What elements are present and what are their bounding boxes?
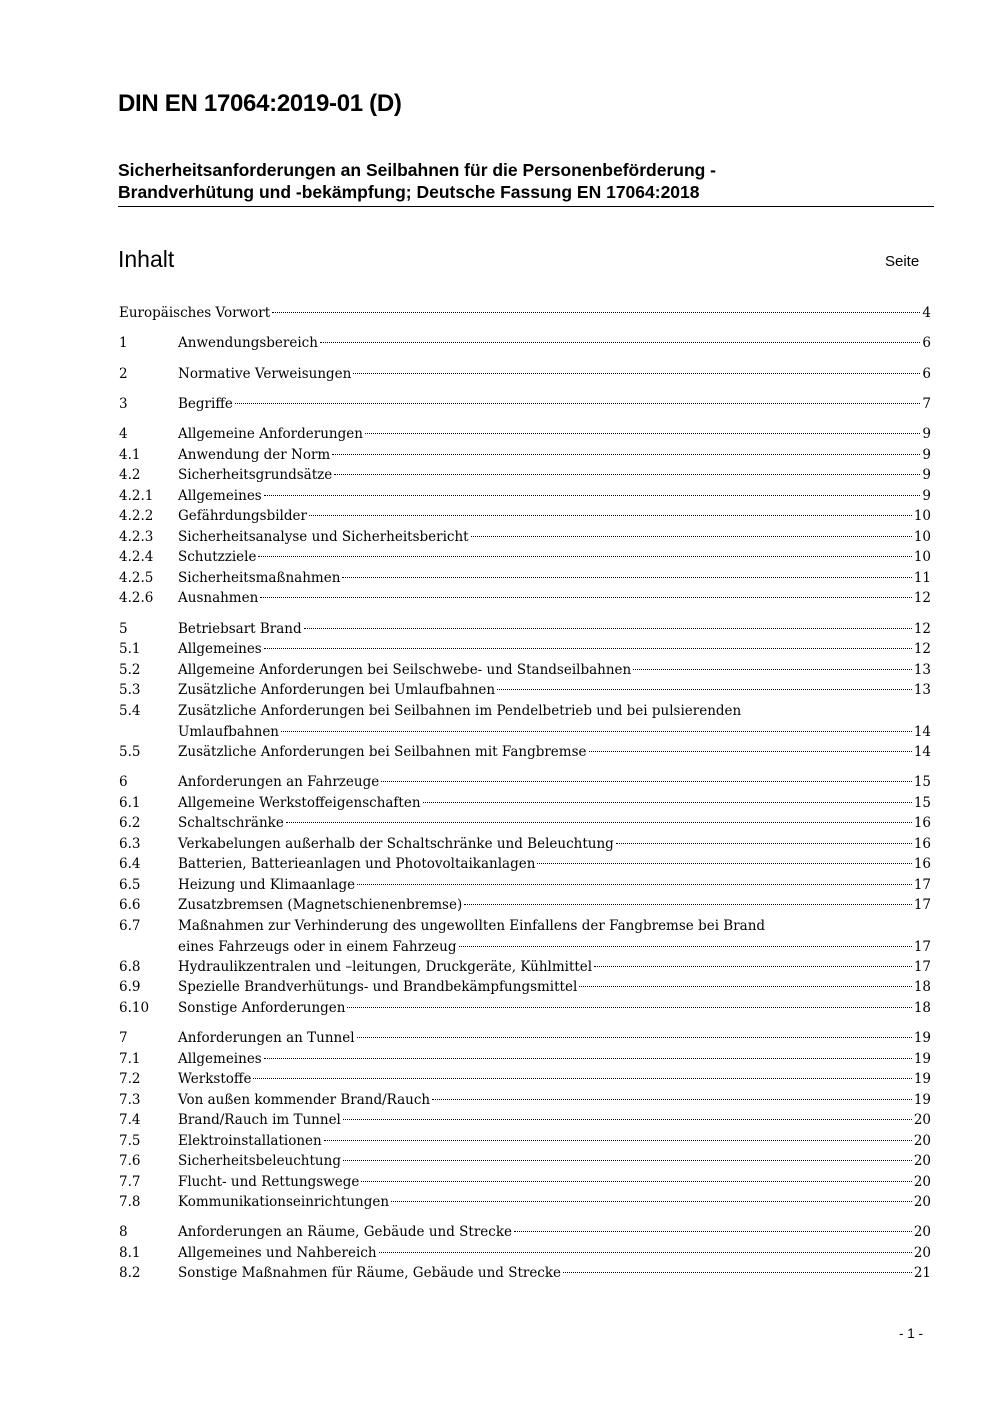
toc-entry[interactable] <box>119 916 931 957</box>
toc-entry-page: 9 <box>922 426 931 442</box>
toc-entry-title: Sonstige Anforderungen <box>178 1000 346 1016</box>
toc-entry-number: 5.4 <box>119 703 141 719</box>
toc-entry-number: 7.1 <box>119 1051 141 1067</box>
toc-entry-title: Anforderungen an Tunnel <box>178 1030 355 1046</box>
toc-entry-number: 5.5 <box>119 744 141 760</box>
toc-entry-page: 21 <box>913 1265 931 1281</box>
toc-entry[interactable] <box>119 1049 931 1069</box>
dot-leader <box>264 648 912 649</box>
toc-entry[interactable] <box>119 701 931 742</box>
toc-entry-title: Allgemeines <box>178 1051 262 1067</box>
toc-entry[interactable] <box>119 772 931 792</box>
toc-entry-title: Umlaufbahnen <box>178 723 279 740</box>
toc-entry-title: Schaltschränke <box>178 815 284 831</box>
toc-entry[interactable] <box>119 547 931 567</box>
toc-entry-number: 6.10 <box>119 1000 150 1016</box>
toc-entry-number: 6.3 <box>119 836 141 852</box>
dot-leader <box>320 342 920 343</box>
toc-entry-page: 11 <box>913 570 931 586</box>
document-subtitle <box>118 159 898 203</box>
dot-leader <box>616 843 912 844</box>
header-divider <box>118 206 934 207</box>
toc-entry-number: 4 <box>119 426 128 442</box>
toc-entry-page: 18 <box>913 1000 931 1016</box>
toc-entry-title: Sicherheitsanalyse und Sicherheitsbericht <box>178 529 469 545</box>
toc-entry-page: 10 <box>913 549 931 565</box>
dot-leader <box>264 495 921 496</box>
toc-entry[interactable] <box>119 303 931 323</box>
toc-entry-page: 19 <box>913 1030 931 1046</box>
toc-entry-title: Verkabelungen außerhalb der Schaltschränke und Beleuchtung <box>178 836 614 852</box>
toc-entry[interactable] <box>119 639 931 659</box>
dot-leader <box>334 474 920 475</box>
toc-entry-title: Betriebsart Brand <box>178 621 302 637</box>
dot-leader <box>343 1119 912 1120</box>
dot-leader <box>286 822 912 823</box>
toc-entry[interactable] <box>119 364 931 384</box>
toc-entry-number: 7.8 <box>119 1194 141 1210</box>
toc-entry[interactable] <box>119 1263 931 1283</box>
toc-page-column-label: Seite <box>885 253 920 270</box>
dot-leader <box>379 1252 912 1253</box>
dot-leader <box>260 597 912 598</box>
toc-entry[interactable] <box>119 619 931 639</box>
subtitle-line: Brandverhütung und -bekämpfung; Deutsche Fassung EN 17064:2018 <box>118 182 700 202</box>
toc-entry[interactable] <box>119 1110 931 1130</box>
dot-leader <box>357 884 912 885</box>
dot-leader <box>471 536 912 537</box>
toc-entry[interactable] <box>119 680 931 700</box>
dot-leader <box>381 781 912 782</box>
dot-leader <box>432 1099 912 1100</box>
toc-entry-page: 6 <box>922 366 931 382</box>
toc-entry-title: Europäisches Vorwort <box>119 305 271 321</box>
dot-leader <box>361 1181 911 1182</box>
toc-entry[interactable] <box>119 1243 931 1263</box>
toc-entry-title: Elektroinstallationen <box>178 1133 322 1149</box>
toc-entry-page: 15 <box>913 774 931 790</box>
toc-entry[interactable] <box>119 588 931 608</box>
dot-leader <box>258 556 911 557</box>
dot-leader <box>304 628 912 629</box>
toc-entry[interactable] <box>119 506 931 526</box>
toc-entry-title-line: Zusätzliche Anforderungen bei Seilbahnen im Pendelbetrieb und bei pulsierenden <box>178 703 742 719</box>
toc-entry-page: 13 <box>913 682 931 698</box>
toc-entry-page: 9 <box>922 447 931 463</box>
toc-entry-number: 5.1 <box>119 641 141 657</box>
subtitle-line: Sicherheitsanforderungen an Seilbahnen für die Personenbeförderung - <box>118 160 717 180</box>
toc-entry-number: 4.2 <box>119 467 141 483</box>
toc-entry-number: 8 <box>119 1224 128 1240</box>
toc-entry[interactable] <box>119 1192 931 1212</box>
toc-entry-title: Sicherheitsbeleuchtung <box>178 1153 341 1169</box>
toc-entry[interactable] <box>119 568 931 588</box>
toc-entry-title: Allgemeines <box>178 488 262 504</box>
toc-entry-title: Spezielle Brandverhütungs- und Brandbekämpfungsmittel <box>178 979 578 995</box>
toc-entry-title: Heizung und Klimaanlage <box>178 877 356 893</box>
toc-entry-page: 12 <box>913 590 931 606</box>
toc-entry[interactable] <box>119 998 931 1018</box>
dot-leader <box>423 802 912 803</box>
toc-entry-page: 17 <box>913 959 931 975</box>
toc-entry[interactable] <box>119 527 931 547</box>
toc-entry-page: 9 <box>922 467 931 483</box>
toc-entry-page: 10 <box>913 529 931 545</box>
toc-entry-page: 17 <box>913 897 931 913</box>
toc-entry-title-line: Maßnahmen zur Verhinderung des ungewollten Einfallens der Fangbremse bei Brand <box>178 918 766 934</box>
toc-entry-title: Kommunikationseinrichtungen <box>178 1194 390 1210</box>
dot-leader <box>332 454 920 455</box>
dot-leader <box>464 904 912 905</box>
toc-entry-title: Sicherheitsmaßnahmen <box>178 570 341 586</box>
toc-entry-number: 5 <box>119 621 128 637</box>
toc-entry-page: 15 <box>913 795 931 811</box>
toc-entry-page: 17 <box>913 938 931 955</box>
toc-entry-title: Gefährdungsbilder <box>178 508 307 524</box>
toc-entry-page: 14 <box>913 744 931 760</box>
toc-entry[interactable] <box>119 793 931 813</box>
toc-entry-title: Von außen kommender Brand/Rauch <box>178 1092 431 1108</box>
toc-entry-title: Allgemeines und Nahbereich <box>178 1245 377 1261</box>
toc-entry-number: 7.5 <box>119 1133 141 1149</box>
toc-entry-number: 4.2.3 <box>119 529 154 545</box>
toc-entry-title: Zusätzliche Anforderungen bei Seilbahnen mit Fangbremse <box>178 744 587 760</box>
toc-entry-number: 4.1 <box>119 447 141 463</box>
toc-entry-number: 6.6 <box>119 897 141 913</box>
toc-entry[interactable] <box>119 1131 931 1151</box>
toc-entry-title: Zusätzliche Anforderungen bei Umlaufbahnen <box>178 682 496 698</box>
toc-entry-number: 5.2 <box>119 662 141 678</box>
toc-entry[interactable] <box>119 813 931 833</box>
toc-entry-title: Ausnahmen <box>178 590 259 606</box>
toc-entry[interactable] <box>119 394 931 414</box>
toc-entry-page: 14 <box>913 723 931 740</box>
toc-entry-page: 20 <box>913 1153 931 1169</box>
dot-leader <box>264 1058 912 1059</box>
toc-entry[interactable] <box>119 465 931 485</box>
toc-entry-number: 1 <box>119 335 128 351</box>
dot-leader <box>309 515 912 516</box>
toc-entry-number: 7.7 <box>119 1174 141 1190</box>
toc-entry-page: 16 <box>913 815 931 831</box>
toc-entry-page: 13 <box>913 662 931 678</box>
toc-entry-page: 16 <box>913 836 931 852</box>
dot-leader <box>594 966 912 967</box>
dot-leader <box>357 1037 912 1038</box>
toc-entry[interactable] <box>119 445 931 465</box>
toc-entry-number: 5.3 <box>119 682 141 698</box>
toc-entry-page: 16 <box>913 856 931 872</box>
toc-entry-title: Sonstige Maßnahmen für Räume, Gebäude und Strecke <box>178 1265 562 1281</box>
toc-entry-page: 19 <box>913 1092 931 1108</box>
dot-leader <box>589 751 912 752</box>
toc-entry-number: 6.9 <box>119 979 141 995</box>
toc-entry-title: Flucht- und Rettungswege <box>178 1174 360 1190</box>
toc-entry[interactable] <box>119 1151 931 1171</box>
dot-leader <box>353 373 920 374</box>
toc-entry-title: Brand/Rauch im Tunnel <box>178 1112 341 1128</box>
toc-entry-number: 7.6 <box>119 1153 141 1169</box>
toc-entry-page: 19 <box>913 1051 931 1067</box>
dot-leader <box>253 1078 911 1079</box>
toc-entry[interactable] <box>119 742 931 762</box>
toc-entry-page: 19 <box>913 1071 931 1087</box>
dot-leader <box>342 577 911 578</box>
toc-entry-page: 12 <box>913 621 931 637</box>
toc-entry[interactable] <box>119 895 931 915</box>
toc-entry-number: 6.8 <box>119 959 141 975</box>
toc-entry-title: Allgemeine Werkstoffeigenschaften <box>178 795 421 811</box>
toc-entry-number: 4.2.5 <box>119 570 154 586</box>
toc-entry[interactable] <box>119 875 931 895</box>
dot-leader <box>391 1201 912 1202</box>
dot-leader <box>365 433 920 434</box>
toc-entry[interactable] <box>119 333 931 353</box>
toc-entry-page: 20 <box>913 1224 931 1240</box>
toc-entry-number: 6.4 <box>119 856 141 872</box>
toc-entry[interactable] <box>119 1222 931 1242</box>
toc-entry[interactable] <box>119 660 931 680</box>
toc-entry-page: 20 <box>913 1245 931 1261</box>
toc-entry-number: 7.2 <box>119 1071 141 1087</box>
toc-entry-title: Allgemeines <box>178 641 262 657</box>
dot-leader <box>497 689 912 690</box>
dot-leader <box>235 403 921 404</box>
toc-entry-title: eines Fahrzeugs oder in einem Fahrzeug <box>178 938 457 955</box>
dot-leader <box>563 1272 912 1273</box>
dot-leader <box>343 1160 912 1161</box>
toc-entry-title: Anwendung der Norm <box>178 447 331 463</box>
toc-entry-page: 20 <box>913 1174 931 1190</box>
toc-entry-number: 4.2.4 <box>119 549 154 565</box>
toc-entry-page: 20 <box>913 1133 931 1149</box>
toc-entry-number: 4.2.2 <box>119 508 154 524</box>
toc-entry-number: 8.1 <box>119 1245 141 1261</box>
dot-leader <box>459 946 912 947</box>
toc-entry-title: Anwendungsbereich <box>178 335 318 351</box>
toc-entry[interactable] <box>119 1028 931 1048</box>
toc-entry[interactable] <box>119 486 931 506</box>
toc-entry-number: 7.4 <box>119 1112 141 1128</box>
toc-entry[interactable] <box>119 834 931 854</box>
dot-leader <box>537 863 911 864</box>
toc-entry-number: 3 <box>119 396 128 412</box>
toc-entry-title: Batterien, Batterieanlagen und Photovoltaikanlagen <box>178 856 536 872</box>
toc-entry-page: 6 <box>922 335 931 351</box>
toc-entry-title: Anforderungen an Fahrzeuge <box>178 774 380 790</box>
toc-entry-title: Allgemeine Anforderungen bei Seilschwebe- und Standseilbahnen <box>178 662 632 678</box>
toc-entry[interactable] <box>119 1172 931 1192</box>
toc-entry[interactable] <box>119 957 931 977</box>
toc-entry-title: Werkstoffe <box>178 1071 252 1087</box>
toc-entry-page: 20 <box>913 1112 931 1128</box>
toc-entry-page: 17 <box>913 877 931 893</box>
toc-entry-number: 2 <box>119 366 128 382</box>
toc-entry[interactable] <box>119 854 931 874</box>
toc-entry-title: Begriffe <box>178 396 233 412</box>
toc-entry-page: 7 <box>922 396 931 412</box>
toc-entry[interactable] <box>119 1090 931 1110</box>
toc-entry-title: Anforderungen an Räume, Gebäude und Strecke <box>178 1224 512 1240</box>
toc-entry-number: 4.2.1 <box>119 488 154 504</box>
toc-entry-number: 6 <box>119 774 128 790</box>
toc-entry-page: 20 <box>913 1194 931 1210</box>
toc-entry-number: 7.3 <box>119 1092 141 1108</box>
toc-entry-title: Allgemeine Anforderungen <box>178 426 363 442</box>
dot-leader <box>272 312 920 313</box>
toc-title: Inhalt <box>118 246 175 272</box>
toc-entry[interactable] <box>119 1069 931 1089</box>
document-id: DIN EN 17064:2019-01 (D) <box>118 90 402 117</box>
toc-entry-title: Sicherheitsgrundsätze <box>178 467 333 483</box>
toc-entry-page: 18 <box>913 979 931 995</box>
toc-entry-number: 6.7 <box>119 918 141 934</box>
toc-entry-number: 6.2 <box>119 815 141 831</box>
toc-entry-title: Zusatzbremsen (Magnetschienenbremse) <box>178 897 463 913</box>
toc-entry[interactable] <box>119 977 931 997</box>
toc-entry-number: 7 <box>119 1030 128 1046</box>
toc-entry-number: 4.2.6 <box>119 590 154 606</box>
toc-entry-number: 6.1 <box>119 795 141 811</box>
dot-leader <box>347 1007 911 1008</box>
toc-entry-number: 6.5 <box>119 877 141 893</box>
toc-entry-title: Hydraulikzentralen und –leitungen, Druckgeräte, Kühlmittel <box>178 959 593 975</box>
toc-entry-title: Schutzziele <box>178 549 257 565</box>
dot-leader <box>633 669 912 670</box>
dot-leader <box>514 1231 912 1232</box>
toc-entry-page: 12 <box>913 641 931 657</box>
toc-entry-number: 8.2 <box>119 1265 141 1281</box>
dot-leader <box>579 986 912 987</box>
toc-entry-title: Normative Verweisungen <box>178 366 352 382</box>
page-footer: - 1 - <box>899 1326 924 1341</box>
toc-entry-page: 10 <box>913 508 931 524</box>
toc-entry-page: 9 <box>922 488 931 504</box>
toc-entry-page: 4 <box>922 305 931 321</box>
dot-leader <box>281 731 912 732</box>
toc-entry[interactable] <box>119 424 931 444</box>
dot-leader <box>324 1140 912 1141</box>
